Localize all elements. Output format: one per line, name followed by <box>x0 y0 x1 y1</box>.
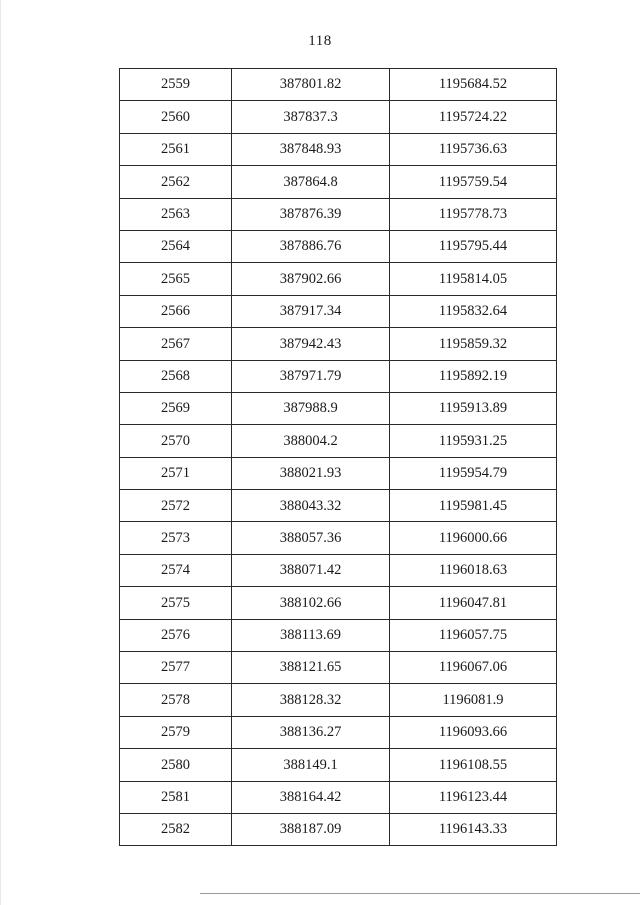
table-row <box>120 101 557 133</box>
coordinate-table-body <box>120 69 557 846</box>
y-coordinate-cell: 1195724.22 <box>390 101 557 133</box>
table-row <box>120 328 557 360</box>
x-coordinate-cell: 388043.32 <box>232 490 390 522</box>
table-row <box>120 263 557 295</box>
y-coordinate-cell: 1195892.19 <box>390 360 557 392</box>
table-row <box>120 813 557 845</box>
point-id-cell: 2581 <box>120 781 232 813</box>
x-coordinate-cell: 388187.09 <box>232 813 390 845</box>
y-coordinate-cell: 1196047.81 <box>390 587 557 619</box>
table-row <box>120 230 557 262</box>
x-coordinate-cell: 388004.2 <box>232 425 390 457</box>
point-id-cell: 2572 <box>120 490 232 522</box>
point-id-cell: 2560 <box>120 101 232 133</box>
x-coordinate-cell: 387876.39 <box>232 198 390 230</box>
y-coordinate-cell: 1196018.63 <box>390 554 557 586</box>
x-coordinate-cell: 387864.8 <box>232 166 390 198</box>
bottom-rule <box>200 893 640 894</box>
point-id-cell: 2569 <box>120 392 232 424</box>
y-coordinate-cell: 1195931.25 <box>390 425 557 457</box>
x-coordinate-cell: 387848.93 <box>232 133 390 165</box>
y-coordinate-cell: 1195954.79 <box>390 457 557 489</box>
y-coordinate-cell: 1195981.45 <box>390 490 557 522</box>
table-row <box>120 295 557 327</box>
x-coordinate-cell: 388136.27 <box>232 716 390 748</box>
table-row <box>120 749 557 781</box>
y-coordinate-cell: 1196067.06 <box>390 652 557 684</box>
y-coordinate-cell: 1196123.44 <box>390 781 557 813</box>
point-id-cell: 2561 <box>120 133 232 165</box>
table-row <box>120 425 557 457</box>
x-coordinate-cell: 387917.34 <box>232 295 390 327</box>
point-id-cell: 2566 <box>120 295 232 327</box>
x-coordinate-cell: 387886.76 <box>232 230 390 262</box>
y-coordinate-cell: 1195736.63 <box>390 133 557 165</box>
table-row <box>120 457 557 489</box>
point-id-cell: 2568 <box>120 360 232 392</box>
y-coordinate-cell: 1196000.66 <box>390 522 557 554</box>
point-id-cell: 2575 <box>120 587 232 619</box>
x-coordinate-cell: 388113.69 <box>232 619 390 651</box>
point-id-cell: 2563 <box>120 198 232 230</box>
point-id-cell: 2559 <box>120 69 232 101</box>
point-id-cell: 2580 <box>120 749 232 781</box>
table-row <box>120 652 557 684</box>
y-coordinate-cell: 1195832.64 <box>390 295 557 327</box>
table-row <box>120 360 557 392</box>
x-coordinate-cell: 387971.79 <box>232 360 390 392</box>
point-id-cell: 2578 <box>120 684 232 716</box>
table-row <box>120 684 557 716</box>
y-coordinate-cell: 1196057.75 <box>390 619 557 651</box>
point-id-cell: 2582 <box>120 813 232 845</box>
point-id-cell: 2562 <box>120 166 232 198</box>
y-coordinate-cell: 1195814.05 <box>390 263 557 295</box>
x-coordinate-cell: 388121.65 <box>232 652 390 684</box>
table-row <box>120 716 557 748</box>
x-coordinate-cell: 388128.32 <box>232 684 390 716</box>
y-coordinate-cell: 1196093.66 <box>390 716 557 748</box>
x-coordinate-cell: 388164.42 <box>232 781 390 813</box>
table-row <box>120 133 557 165</box>
page-number: 118 <box>308 33 332 49</box>
y-coordinate-cell: 1196081.9 <box>390 684 557 716</box>
x-coordinate-cell: 387837.3 <box>232 101 390 133</box>
table-row <box>120 522 557 554</box>
x-coordinate-cell: 388021.93 <box>232 457 390 489</box>
point-id-cell: 2567 <box>120 328 232 360</box>
point-id-cell: 2576 <box>120 619 232 651</box>
point-id-cell: 2577 <box>120 652 232 684</box>
table-row <box>120 619 557 651</box>
x-coordinate-cell: 388057.36 <box>232 522 390 554</box>
point-id-cell: 2579 <box>120 716 232 748</box>
x-coordinate-cell: 388071.42 <box>232 554 390 586</box>
point-id-cell: 2570 <box>120 425 232 457</box>
x-coordinate-cell: 387902.66 <box>232 263 390 295</box>
x-coordinate-cell: 387942.43 <box>232 328 390 360</box>
y-coordinate-cell: 1196143.33 <box>390 813 557 845</box>
table-row <box>120 490 557 522</box>
table-row <box>120 554 557 586</box>
table-row <box>120 781 557 813</box>
table-row <box>120 69 557 101</box>
point-id-cell: 2573 <box>120 522 232 554</box>
table-row <box>120 166 557 198</box>
y-coordinate-cell: 1195913.89 <box>390 392 557 424</box>
x-coordinate-cell: 387801.82 <box>232 69 390 101</box>
y-coordinate-cell: 1195795.44 <box>390 230 557 262</box>
scan-edge-line <box>0 0 1 905</box>
x-coordinate-cell: 388102.66 <box>232 587 390 619</box>
x-coordinate-cell: 387988.9 <box>232 392 390 424</box>
table-row <box>120 392 557 424</box>
point-id-cell: 2564 <box>120 230 232 262</box>
y-coordinate-cell: 1195684.52 <box>390 69 557 101</box>
y-coordinate-cell: 1196108.55 <box>390 749 557 781</box>
y-coordinate-cell: 1195778.73 <box>390 198 557 230</box>
point-id-cell: 2574 <box>120 554 232 586</box>
point-id-cell: 2565 <box>120 263 232 295</box>
table-row <box>120 198 557 230</box>
y-coordinate-cell: 1195859.32 <box>390 328 557 360</box>
y-coordinate-cell: 1195759.54 <box>390 166 557 198</box>
table-row <box>120 587 557 619</box>
point-id-cell: 2571 <box>120 457 232 489</box>
coordinate-table <box>119 68 557 846</box>
x-coordinate-cell: 388149.1 <box>232 749 390 781</box>
